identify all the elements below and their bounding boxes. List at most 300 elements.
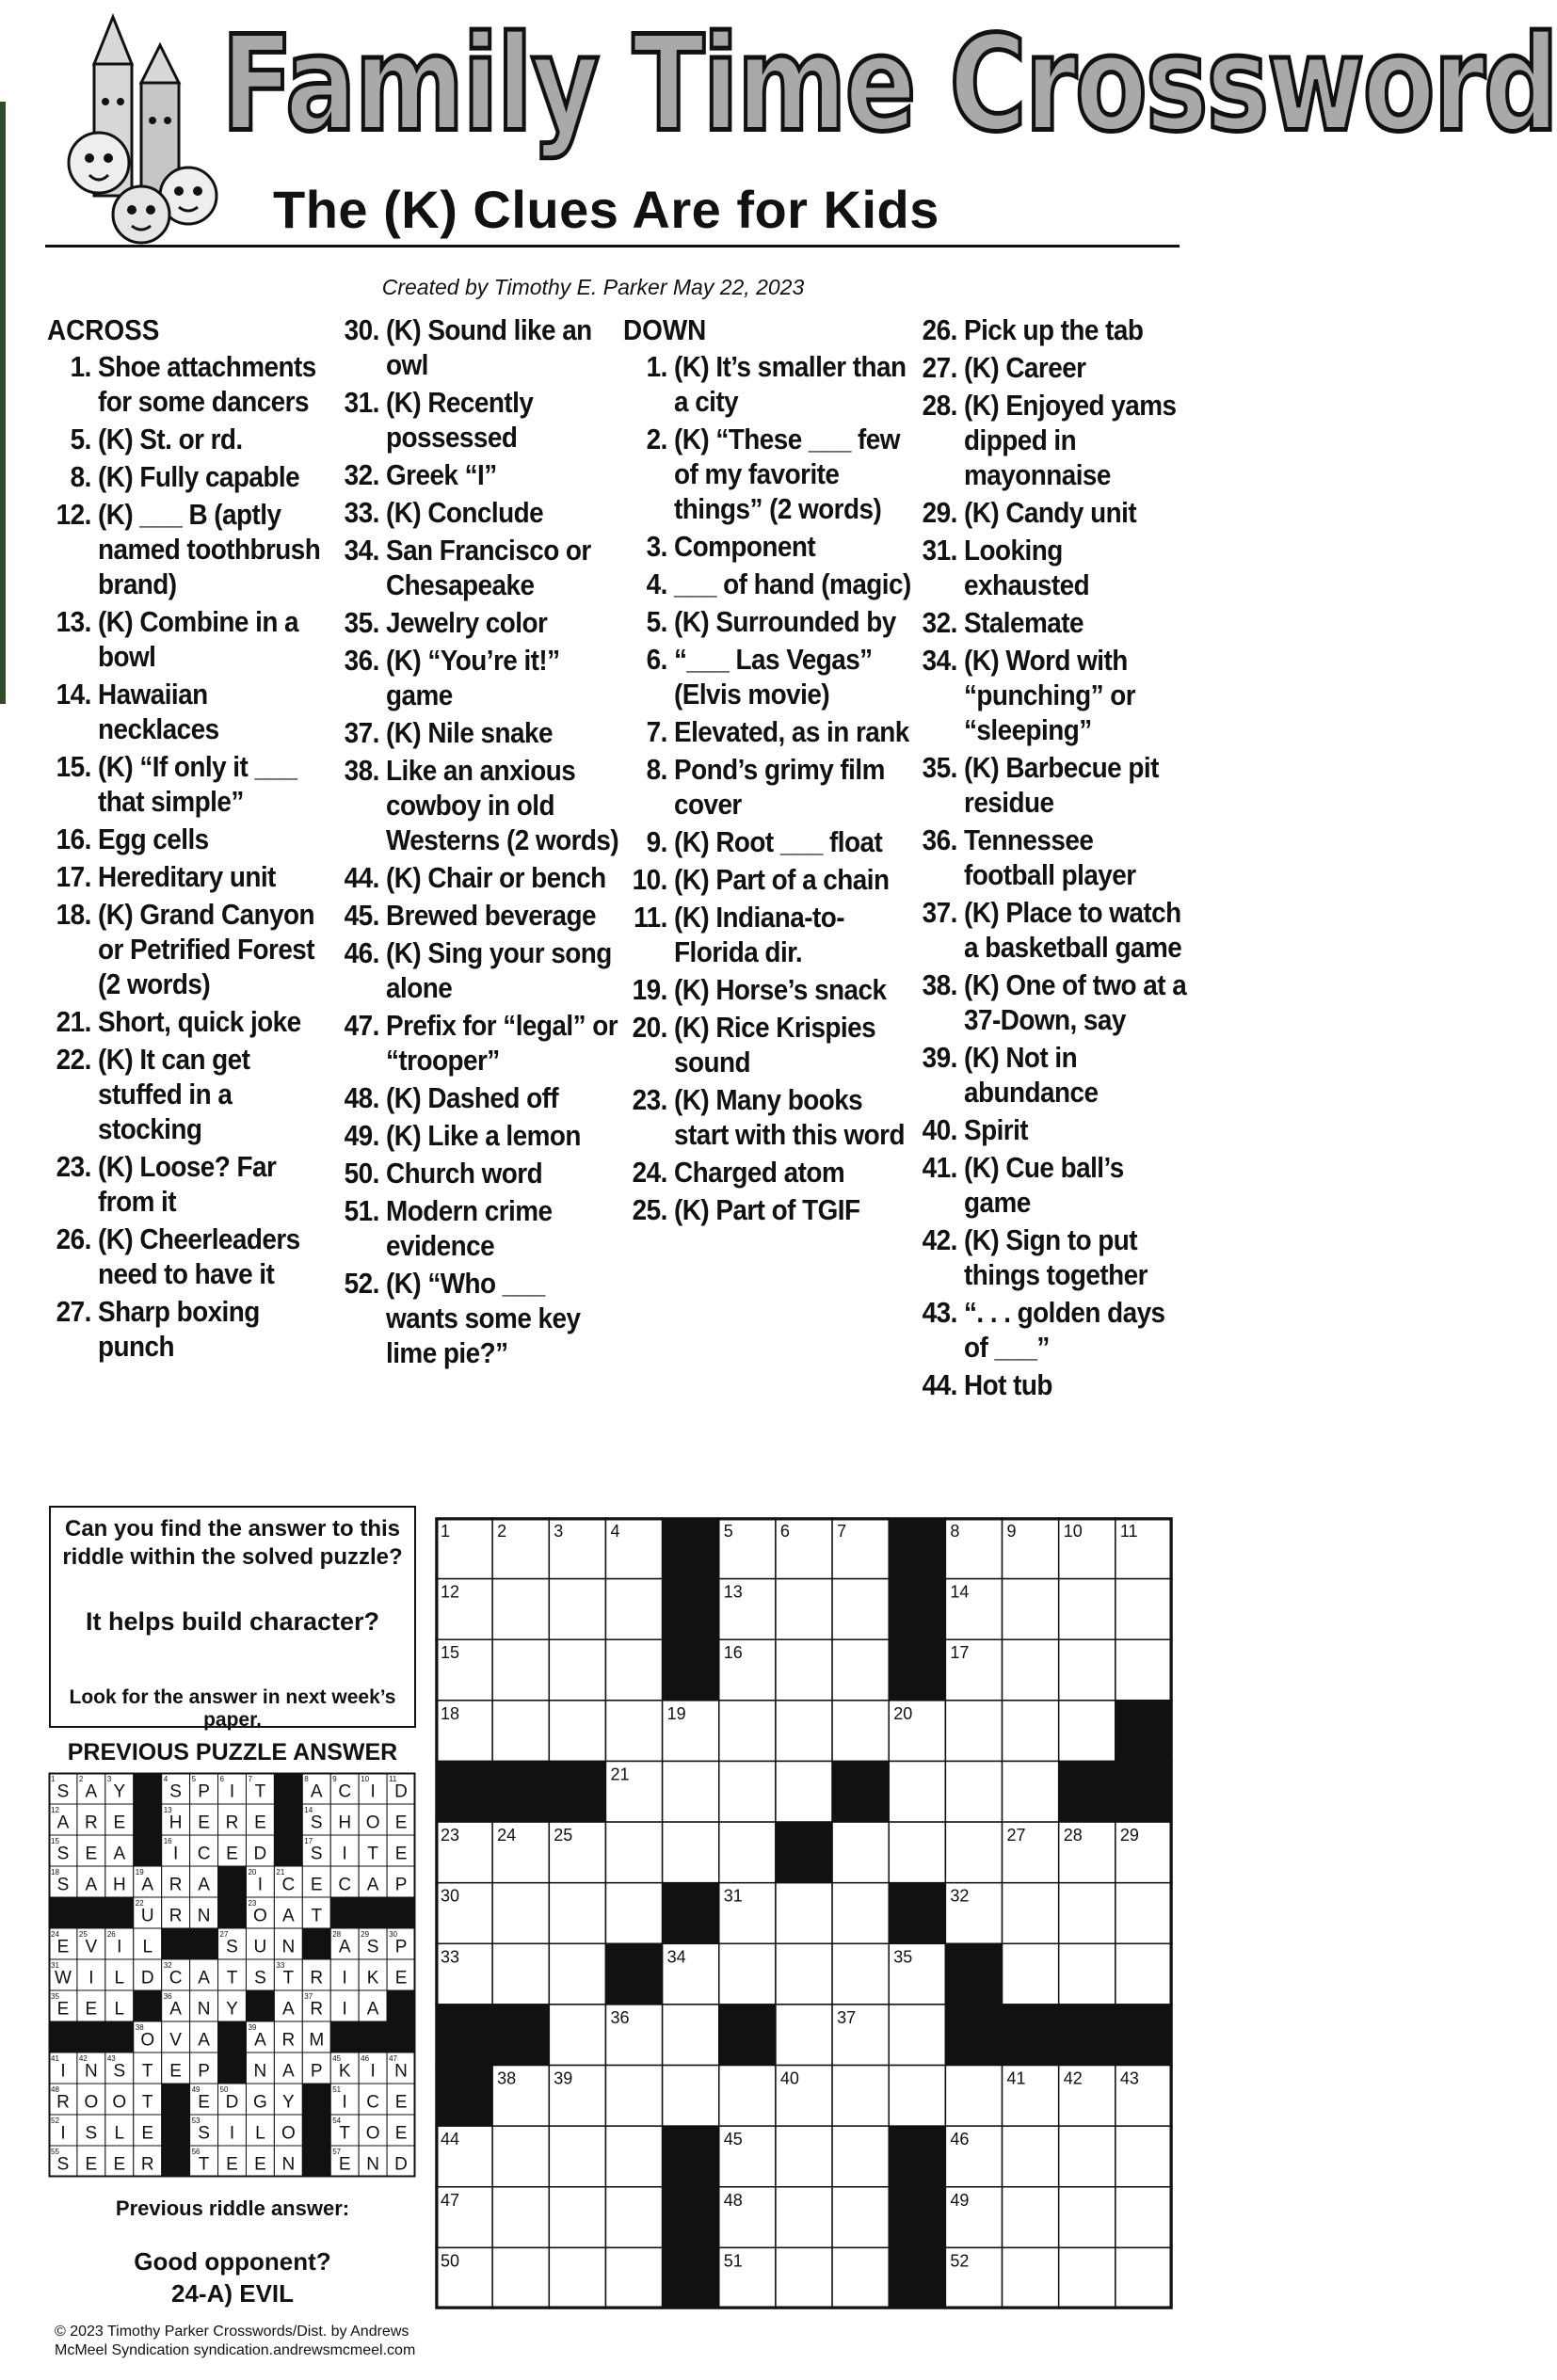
cell-number: 23 [441,1826,460,1845]
grid-cell[interactable] [776,1761,832,1822]
across-clue [335,605,623,640]
clue-number: 44. [344,861,379,894]
prev-cell-number: 2 [78,1775,84,1783]
clue-text: (K) Recently possessed [386,386,534,454]
clue-text: (K) Loose? Far from it [98,1150,277,1218]
down-clue [623,1192,911,1227]
prev-cell-number: 29 [361,1930,370,1939]
across-clue [335,1118,623,1153]
prev-cell-letter: N [85,2061,98,2082]
prev-black-square [105,1897,134,1928]
across-clue [335,935,623,1005]
cell-number: 1 [441,1522,451,1541]
prev-cell-letter: S [226,1937,238,1957]
grid-cell[interactable] [719,1822,776,1883]
grid-cell[interactable] [549,1883,605,1944]
clue-text: (K) Word with “punching” or “sleeping” [964,644,1136,746]
grid-cell[interactable] [605,2126,662,2187]
prev-black-square [330,1897,359,1928]
clue-number: 36. [344,644,379,677]
clue-text: (K) Like a lemon [386,1119,581,1152]
clue-text: Tennessee football player [964,823,1136,891]
black-square [1116,1701,1172,1762]
previous-riddle-label: Previous riddle answer: [115,2196,350,2220]
black-square [436,2066,492,2127]
grid-cell[interactable] [776,1579,832,1640]
clue-text: Modern crime evidence [386,1194,553,1262]
grid-cell[interactable] [1059,1639,1116,1701]
previous-puzzle-grid [49,1773,415,2177]
prev-cell-letter: U [140,1906,154,1926]
cell-number: 11 [1119,1522,1138,1541]
across-clue [47,349,335,419]
grid-cell[interactable] [549,2005,605,2066]
prev-cell-number: 4 [163,1775,169,1783]
grid-cell[interactable] [1059,2187,1116,2248]
prev-cell-letter: I [257,1875,264,1895]
black-square [663,1883,719,1944]
down-clue [913,350,1189,385]
black-square [1116,1761,1172,1822]
grid-cell[interactable] [1059,1943,1116,2005]
clue-number: 4. [646,567,667,600]
clue-text: (K) Cue ball’s game [964,1151,1124,1219]
riddle-question: It helps build character? [85,1607,380,1636]
grid-cell[interactable] [832,1943,889,2005]
clue-number: 29. [922,496,957,529]
cell-number: 4 [610,1522,620,1541]
grid-cell[interactable] [832,1822,889,1883]
cell-number: 36 [610,2007,630,2027]
grid-cell[interactable] [605,2187,662,2248]
down-clue [913,495,1189,530]
black-square [549,1761,605,1822]
grid-cell[interactable] [1059,1883,1116,1944]
grid-cell[interactable] [719,1701,776,1762]
grid-cell[interactable] [719,2066,776,2127]
grid-cell[interactable] [492,1883,549,1944]
grid-cell[interactable] [492,2187,549,2248]
down-clue [623,1010,911,1079]
prev-cell-number: 47 [389,2054,397,2063]
crossword-grid[interactable] [436,1518,1172,2308]
grid-cell[interactable] [549,1943,605,2005]
grid-cell[interactable] [1059,1701,1116,1762]
grid-cell[interactable] [776,2005,832,2066]
grid-cell[interactable] [663,2005,719,2066]
grid-cell[interactable] [719,1761,776,1822]
grid-cell[interactable] [776,2247,832,2308]
grid-cell[interactable] [1003,1883,1059,1944]
grid-cell[interactable] [492,1701,549,1762]
grid-cell[interactable] [776,1639,832,1701]
across-clue [47,1149,335,1219]
grid-cell[interactable] [492,1639,549,1701]
grid-cell[interactable] [1003,1579,1059,1640]
grid-cell[interactable] [663,2066,719,2127]
clue-text: (K) Conclude [386,496,544,529]
grid-cell[interactable] [1003,1943,1059,2005]
down-clue [913,1040,1189,1110]
prev-cell-letter: T [339,2123,350,2144]
grid-cell[interactable] [1116,1639,1172,1701]
grid-cell[interactable] [776,2126,832,2187]
grid-cell[interactable] [832,1579,889,1640]
clue-text: (K) Part of TGIF [674,1193,860,1226]
across-clue [47,822,335,856]
grid-cell[interactable] [605,1701,662,1762]
prev-cell-letter: T [141,2092,153,2113]
prev-cell-number: 9 [332,1775,337,1783]
grid-cell[interactable] [1116,1943,1172,2005]
grid-cell[interactable] [1003,1701,1059,1762]
prev-cell-letter: S [56,2154,70,2175]
prev-black-square [387,2021,415,2053]
clue-text: Pick up the tab [964,313,1144,346]
clue-text: (K) Indiana-to-Florida dir. [674,901,844,968]
clue-number: 27. [56,1295,91,1328]
grid-cell[interactable] [945,2066,1002,2127]
grid-cell[interactable] [605,1883,662,1944]
prev-cell-letter: R [140,2154,154,2175]
prev-black-square [162,2115,190,2146]
prev-cell-letter: I [117,1937,122,1957]
cell-number: 38 [497,2069,517,2088]
prev-black-square [359,2021,387,2053]
grid-cell[interactable] [605,1579,662,1640]
cell-number: 5 [723,1522,733,1541]
grid-cell[interactable] [776,1943,832,2005]
grid-cell[interactable] [889,1761,945,1822]
prev-black-square [218,1897,247,1928]
black-square [1003,2005,1059,2066]
prev-cell-letter: S [56,1844,70,1864]
grid-cell[interactable] [832,1883,889,1944]
prev-cell-number: 7 [248,1775,252,1783]
clue-number: 1. [70,350,91,383]
clue-number: 43. [922,1296,957,1329]
prev-cell-letter: P [198,2061,210,2082]
prev-black-square [302,2084,330,2115]
cell-number: 27 [1006,1826,1026,1845]
prev-cell-letter: C [197,1844,211,1864]
clue-number: 22. [56,1043,91,1076]
clue-number: 32. [922,606,957,639]
grid-cell[interactable] [492,2247,549,2308]
grid-cell[interactable] [832,2247,889,2308]
prev-cell-letter: A [366,1999,379,2020]
grid-cell[interactable] [1116,1579,1172,1640]
cell-number: 34 [666,1947,686,1967]
prev-cell-letter: N [394,2061,408,2082]
prev-cell-number: 23 [248,1899,257,1908]
clue-number: 24. [632,1156,667,1189]
puzzle-subtitle: The (K) Clues Are for Kids [273,180,939,239]
prev-cell-letter: H [338,1813,352,1833]
clue-number: 36. [922,823,957,856]
grid-cell[interactable] [945,1822,1002,1883]
grid-cell[interactable] [1003,2187,1059,2248]
clue-text: (K) Dashed off [386,1081,559,1114]
grid-cell[interactable] [549,2126,605,2187]
cell-number: 52 [950,2251,970,2271]
black-square [889,1518,945,1579]
grid-cell[interactable] [719,1943,776,2005]
prev-cell-letter: E [198,1813,210,1833]
clue-number: 7. [646,715,667,748]
prev-cell-letter: E [226,1844,238,1864]
grid-cell[interactable] [605,2066,662,2127]
across-clue [335,495,623,530]
down-clue [623,1082,911,1152]
grid-cell[interactable] [549,2187,605,2248]
prev-black-square [218,2021,247,2053]
clue-text: (K) “These ___ few of my favorite things” (2 words) [674,423,900,525]
prev-cell-number: 43 [106,2054,116,2063]
grid-cell[interactable] [776,1701,832,1762]
grid-cell[interactable] [832,1639,889,1701]
clue-text: (K) Fully capable [98,460,300,493]
prev-cell-letter: I [229,1781,235,1802]
prev-cell-number: 54 [332,2116,342,2125]
cell-number: 33 [441,1947,460,1967]
prev-black-square [387,1990,415,2021]
grid-cell[interactable] [492,1943,549,2005]
clue-text: Charged atom [674,1156,845,1189]
prev-cell-number: 28 [332,1930,342,1939]
clue-text: (K) “Who ___ wants some key lime pie?” [386,1267,581,1369]
prev-cell-letter: O [281,2123,296,2144]
cell-number: 17 [950,1643,970,1663]
prev-black-square [134,1990,162,2021]
across-clue [47,604,335,674]
clue-number: 44. [922,1368,957,1401]
clue-number: 35. [922,751,957,784]
prev-cell-letter: H [169,1813,183,1833]
prev-cell-letter: H [112,1875,126,1895]
clue-number: 26. [922,313,957,346]
across-clue [335,457,623,492]
prev-cell-letter: E [85,1844,98,1864]
down-clue [623,349,911,419]
black-square [492,2005,549,2066]
grid-cell[interactable] [663,1822,719,1883]
cell-number: 47 [441,2190,460,2210]
grid-cell[interactable] [889,2005,945,2066]
grid-cell[interactable] [1116,2126,1172,2187]
cell-number: 24 [497,1826,517,1845]
prev-black-square [134,1773,162,1804]
cell-number: 19 [666,1703,686,1723]
grid-cell[interactable] [945,1761,1002,1822]
prev-cell-letter: I [229,2123,235,2144]
prev-cell-letter: A [254,2030,266,2051]
grid-cell[interactable] [663,1761,719,1822]
clue-number: 9. [646,825,667,858]
prev-cell-letter: E [113,1813,126,1833]
across-clue [47,459,335,494]
prev-cell-letter: I [60,2061,66,2082]
prev-cell-number: 8 [304,1775,309,1783]
across-clue [335,1080,623,1115]
grid-cell[interactable] [1003,1761,1059,1822]
across-heading: ACROSS [47,313,160,346]
prev-cell-number: 14 [304,1806,313,1814]
prev-cell-letter: D [140,1968,154,1989]
across-clue [335,753,623,857]
prev-cell-letter: R [169,1875,183,1895]
grid-cell[interactable] [945,1701,1002,1762]
clue-number: 42. [922,1223,957,1256]
prev-cell-letter: T [141,2061,153,2082]
grid-cell[interactable] [549,1701,605,1762]
clue-text: (K) Combine in a bowl [98,605,299,673]
prev-cell-letter: N [197,1906,211,1926]
down-clue [623,824,911,859]
prev-cell-letter: O [140,2030,155,2051]
prev-cell-letter: R [310,1999,324,2020]
grid-cell[interactable] [776,2187,832,2248]
prev-cell-number: 46 [361,2054,370,2063]
prev-cell-letter: P [310,2061,323,2082]
prev-cell-letter: E [169,2061,182,2082]
black-square [889,2126,945,2187]
clue-text: Church word [386,1157,543,1190]
clue-number: 23. [632,1083,667,1116]
grid-cell[interactable] [605,1822,662,1883]
prev-cell-number: 36 [163,1992,172,2001]
clue-text: Prefix for “legal” or “trooper” [386,1009,618,1077]
across-clue [47,497,335,601]
cell-number: 20 [893,1703,913,1723]
clue-text: (K) Root ___ float [674,825,883,858]
prev-cell-number: 30 [389,1930,397,1939]
clue-text: (K) “If only it ___ that simple” [98,750,297,818]
clue-text: Like an anxious cowboy in old Westerns (2 words) [386,754,619,856]
clue-text: “. . . golden days of ___” [964,1296,1165,1364]
grid-cell[interactable] [889,1822,945,1883]
prev-cell-letter: R [56,2092,70,2113]
clue-number: 12. [56,498,91,531]
cell-number: 43 [1119,2069,1139,2088]
cell-number: 48 [723,2190,743,2210]
prev-cell-letter: I [370,1781,376,1802]
down-clue [913,1150,1189,1220]
prev-cell-number: 50 [219,2085,229,2094]
black-square [663,1639,719,1701]
prev-cell-letter: I [342,1844,347,1864]
grid-cell[interactable] [1003,1639,1059,1701]
down-clue [913,1222,1189,1292]
prev-cell-letter: N [281,2154,296,2175]
grid-cell[interactable] [492,2126,549,2187]
prev-cell-letter: E [254,1813,266,1833]
grid-cell[interactable] [1116,2247,1172,2308]
grid-cell[interactable] [1116,1883,1172,1944]
clue-number: 37. [344,716,379,749]
prev-black-square [77,1897,105,1928]
grid-cell[interactable] [1003,2247,1059,2308]
prev-cell-letter: V [85,1937,98,1957]
clue-number: 5. [70,423,91,455]
grid-cell[interactable] [492,1579,549,1640]
prev-cell-letter: A [282,2061,295,2082]
prev-black-square [274,1804,302,1835]
across-clue [335,1008,623,1078]
clue-text: (K) “You’re it!” game [386,644,560,711]
grid-cell[interactable] [605,1639,662,1701]
grid-cell[interactable] [1059,2126,1116,2187]
clue-text: (K) It’s smaller than a city [674,350,907,418]
prev-cell-letter: L [255,2123,265,2144]
black-square [605,1943,662,2005]
cell-number: 50 [441,2251,460,2271]
prev-cell-letter: R [85,1813,98,1833]
grid-cell[interactable] [549,1579,605,1640]
prev-cell-number: 38 [135,2023,144,2032]
cell-number: 9 [1006,1522,1017,1541]
prev-cell-number: 48 [51,2085,59,2094]
grid-cell[interactable] [832,1701,889,1762]
riddle-intro: Can you find the answer to this riddle within the solved puzzle? [62,1516,403,1570]
black-square [663,1579,719,1640]
cell-number: 13 [723,1582,743,1602]
prev-cell-number: 41 [51,2054,59,2063]
clue-number: 31. [344,386,379,419]
grid-cell[interactable] [605,2247,662,2308]
prev-black-square [302,2115,330,2146]
cell-number: 25 [554,1826,573,1845]
clue-number: 8. [646,753,667,786]
cell-number: 37 [837,2007,857,2027]
clue-number: 19. [632,973,667,1006]
prev-cell-letter: A [85,1875,98,1895]
grid-cell[interactable] [832,2066,889,2127]
clue-number: 34. [344,534,379,567]
across-clue [47,859,335,894]
prev-cell-letter: E [113,2154,126,2175]
clue-number: 40. [922,1113,957,1146]
prev-black-square [302,2146,330,2177]
clue-number: 14. [56,678,91,711]
prev-cell-letter: O [365,1813,380,1833]
grid-cell[interactable] [832,2187,889,2248]
prev-cell-number: 11 [389,1775,397,1783]
grid-cell[interactable] [889,2066,945,2127]
clue-number: 32. [344,458,379,491]
prev-cell-letter: S [366,1937,379,1957]
black-square [436,1761,492,1822]
clue-number: 31. [922,534,957,567]
clue-number: 10. [632,863,667,896]
prev-cell-letter: E [394,1968,408,1989]
prev-cell-letter: T [282,1968,295,1989]
down-clue [913,1295,1189,1365]
clue-text: (K) Candy unit [964,496,1137,529]
cell-number: 26 [779,1826,799,1845]
grid-cell[interactable] [1116,2187,1172,2248]
grid-cell[interactable] [1059,2247,1116,2308]
previous-answer-line-2: 24-A) EVIL [170,2279,295,2308]
prev-black-square [49,2021,77,2053]
grid-cell[interactable] [776,1883,832,1944]
grid-cell[interactable] [832,2126,889,2187]
across-clue [47,749,335,819]
grid-cell[interactable] [1003,2126,1059,2187]
grid-cell[interactable] [1059,1579,1116,1640]
grid-cell[interactable] [549,1639,605,1701]
grid-cell[interactable] [549,2247,605,2308]
